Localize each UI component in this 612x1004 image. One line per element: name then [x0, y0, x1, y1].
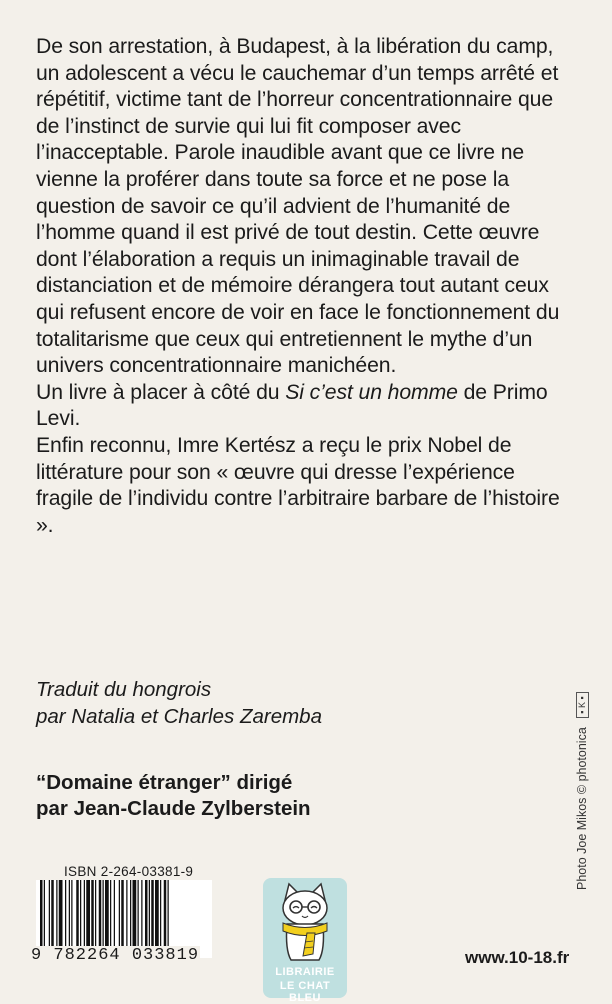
photo-credit	[575, 692, 589, 890]
blurb-paragraph-3: Enfin reconnu, Imre Kertész a reçu le prix Nobel de littérature pour son « œuvre qui dresse l’expérience fragile de l’individu contre l’arbitraire barbare de l’histoire ».	[36, 433, 560, 537]
translator-line-1: Traduit du hongrois	[36, 678, 212, 701]
barcode-bars-icon	[36, 880, 212, 950]
isbn: ISBN 2-264-03381-9	[64, 864, 194, 879]
back-cover-blurb	[36, 34, 566, 539]
cat-mascot-icon	[263, 878, 347, 964]
publisher-website: www.10-18.fr	[465, 948, 570, 967]
series-line-1: “Domaine étranger” dirigé	[36, 771, 293, 794]
badge-line-2: LE CHAT BLEU	[279, 980, 331, 1004]
translator-credit	[36, 676, 322, 730]
barcode-number	[30, 946, 220, 965]
blurb-paragraph-2	[36, 380, 566, 433]
badge-line-1: LIBRAIRIE	[275, 966, 335, 978]
barcode-number-text: 9 782264 033819	[31, 946, 200, 965]
photo-credit-text: Photo Joe Mikos © photonica	[575, 727, 589, 890]
bookshop-sticker	[263, 878, 347, 1004]
book-title-reference: Si c’est un homme	[285, 380, 458, 404]
series-credit	[36, 770, 311, 822]
blurb-paragraph-1: De son arrestation, à Budapest, à la libération du camp, un adolescent a vécu le cauchemar d’un temps arrêté et répétitif, victime tant de l’horreur concentrationnaire que de l’instinct de survie qui lui fit composer avec l’inacceptable. Parole inaudible avant que ce livre ne vienne la proférer dans toute sa force et ne pose la question de savoir ce qu’il advient de l’humanité de l’homme quand il est privé de tout destin. Cette œuvre dont l’élaboration a requis un inimaginable travail de distanciation et de mémoire dérangera tout autant ceux qui refusent encore de voir en face le fonctionnement du totalitarisme que ceux qui entretiennent le mythe d’un univers concentrationnaire manichéen.	[36, 35, 560, 378]
translator-line-2: par Natalia et Charles Zaremba	[36, 705, 322, 728]
publisher-mark-icon: ▪ K ▪	[576, 692, 589, 717]
blurb-p2-prefix: Un livre à placer à côté du	[36, 380, 286, 404]
series-line-2: par Jean-Claude Zylberstein	[36, 797, 311, 820]
blurb-p2-suffix: de Primo Levi.	[36, 380, 548, 431]
